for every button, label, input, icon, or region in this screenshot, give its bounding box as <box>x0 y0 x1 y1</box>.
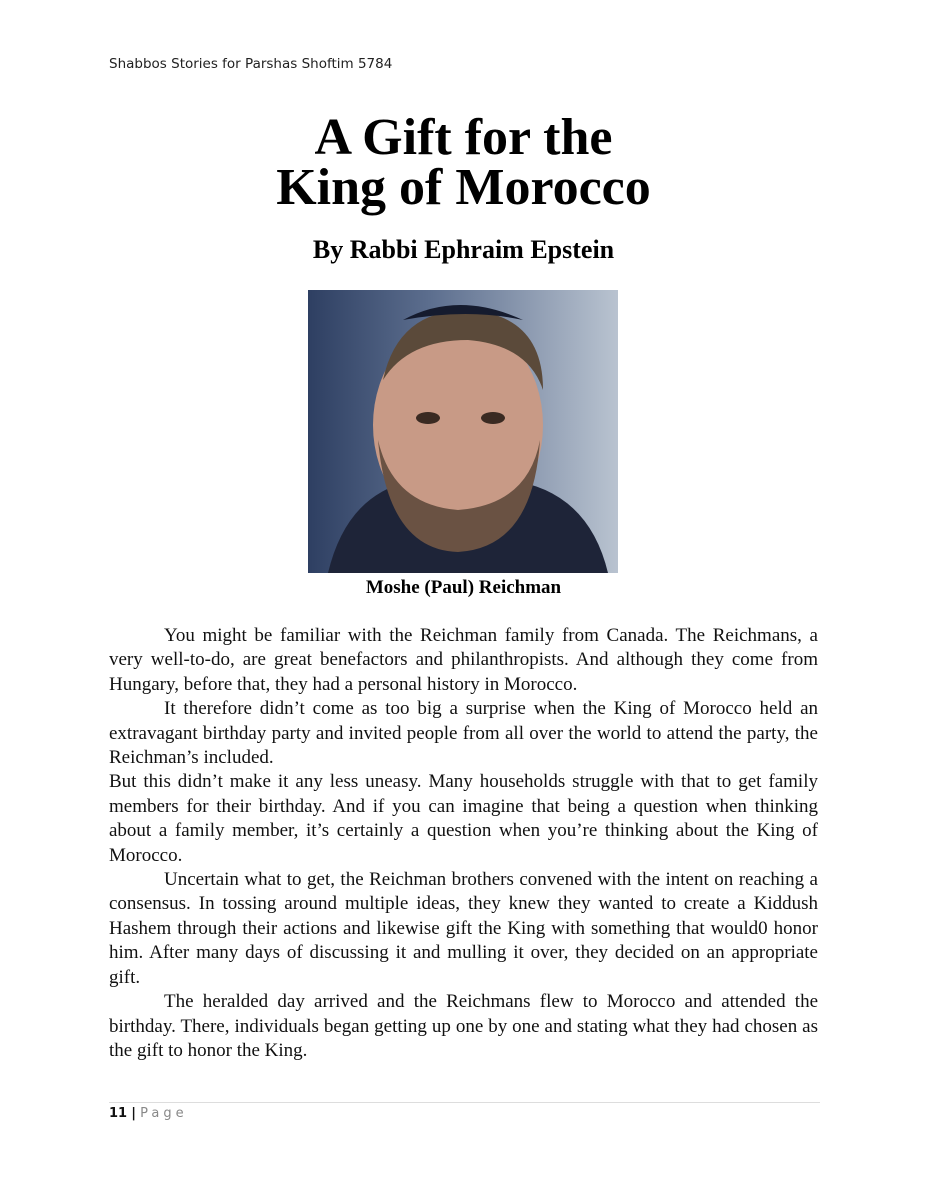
paragraph: The heralded day arrived and the Reichmans flew to Morocco and attended the birthday. There, individuals began getting up one by one and stating what they had chosen as the gift to honor the King. <box>109 991 818 1061</box>
title-line-1: A Gift for the <box>314 109 613 166</box>
author-byline: By Rabbi Ephraim Epstein <box>312 235 615 264</box>
article-title <box>0 109 927 216</box>
page-label: Page <box>140 1106 188 1121</box>
footer-divider <box>109 1102 820 1103</box>
page-footer <box>109 1106 188 1121</box>
footer-separator: | <box>131 1106 136 1121</box>
paragraph: It therefore didn’t come as too big a surprise when the King of Morocco held an extravagant birthday party and invited people from all over the world to attend the party, the Reichman’s included. <box>109 698 818 769</box>
paragraph: Uncertain what to get, the Reichman brothers convened with the intent on reaching a consensus. In tossing around multiple ideas, they knew they wanted to create a Kiddush Hashem through their actions and likewise gift the King with something that would0 honor him. After many days of discussing it and mulling it over, they decided on an appropriate gift. <box>109 869 818 988</box>
article-body <box>109 624 818 1063</box>
page-number: 11 <box>109 1106 128 1121</box>
title-line-2: King of Morocco <box>276 159 651 216</box>
portrait-photo <box>308 290 618 573</box>
paragraph: You might be familiar with the Reichman family from Canada. The Reichmans, a very well-to-do, are great benefactors and philanthropists. And although they come from Hungary, before that, they had a personal history in Morocco. <box>109 625 818 695</box>
photo-caption: Moshe (Paul) Reichman <box>365 577 562 598</box>
running-header: Shabbos Stories for Parshas Shoftim 5784 <box>109 56 393 72</box>
paragraph: But this didn’t make it any less uneasy. Many households struggle with that to get family members for their birthday. And if you can imagine that being a question when thinking about a family member, it’s certainly a question when you’re thinking about the King of Morocco. <box>109 771 818 866</box>
